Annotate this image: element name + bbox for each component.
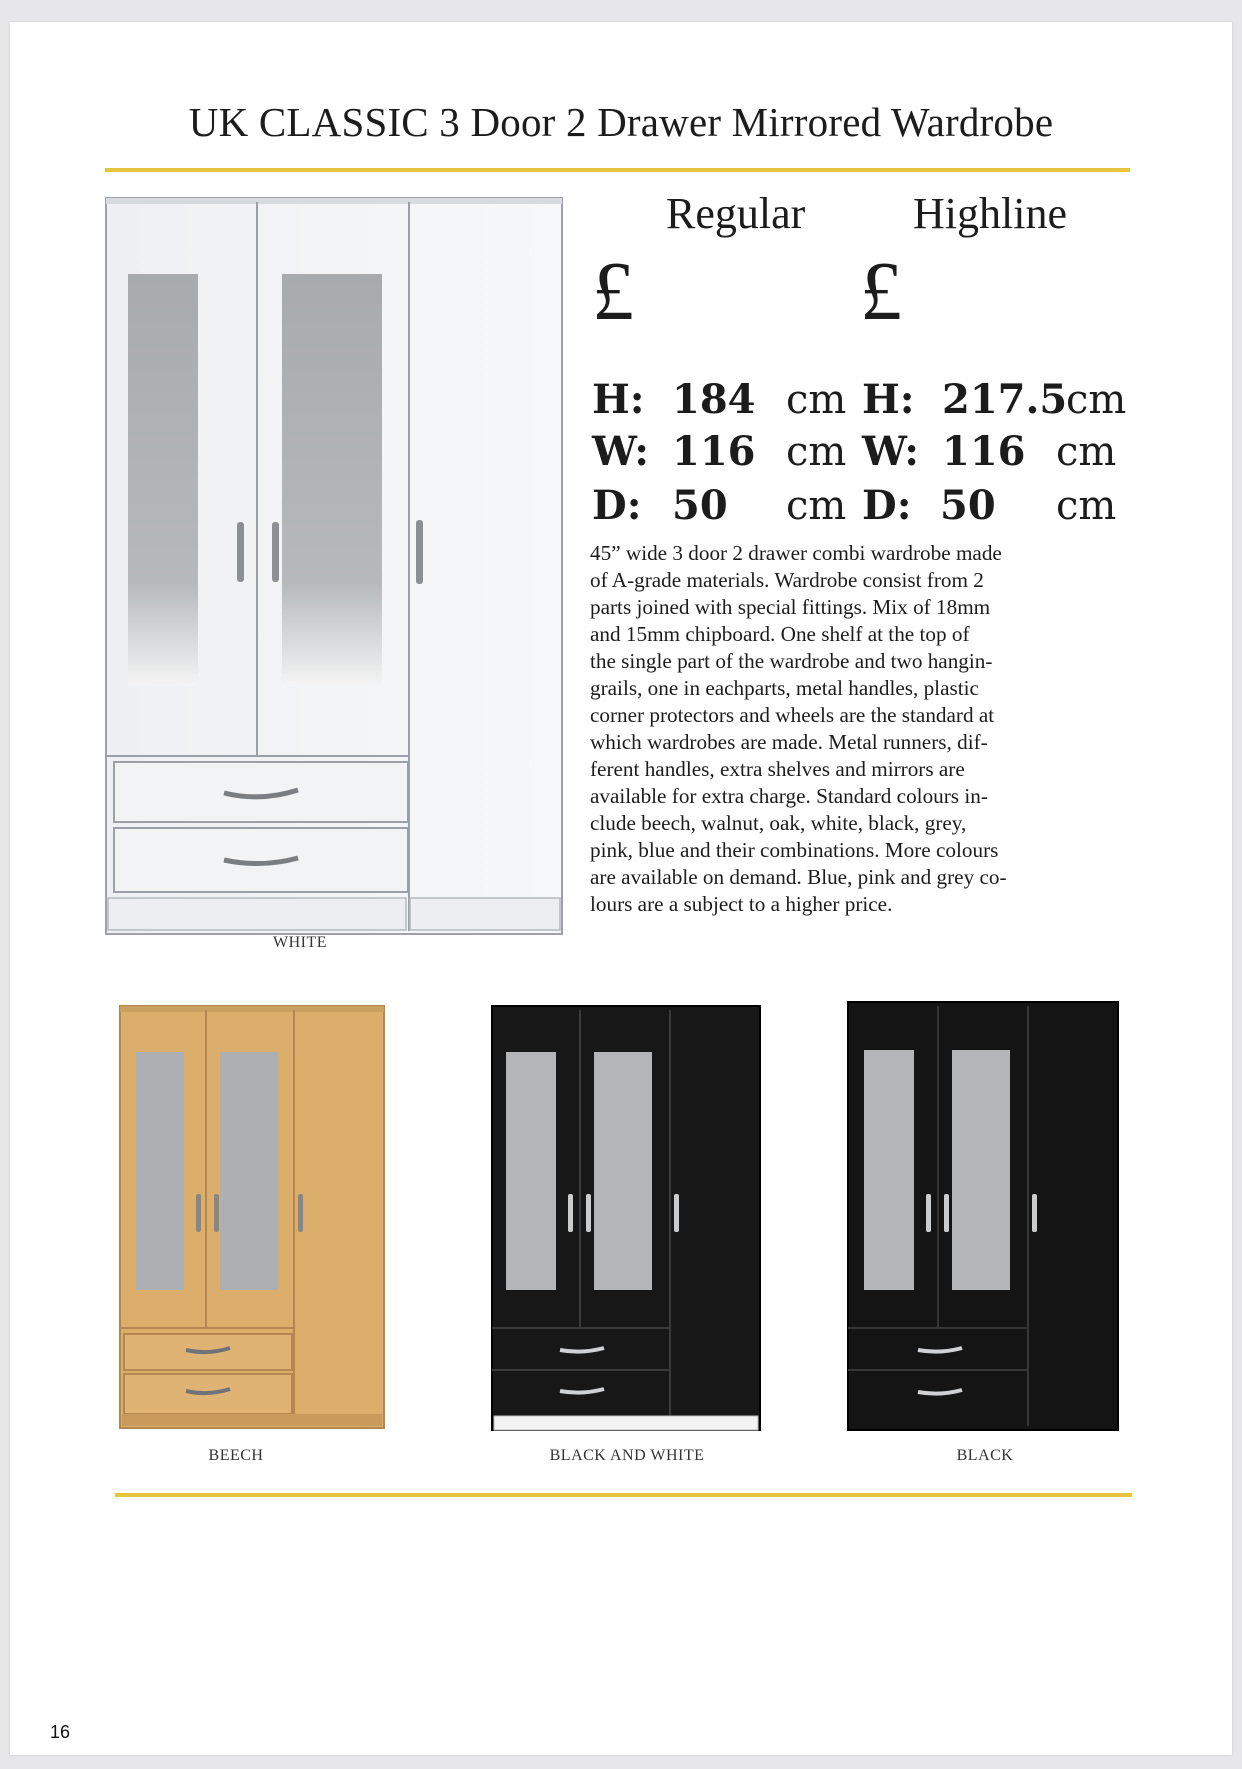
regular-width-unit: cm — [786, 429, 847, 475]
black-caption: BLACK — [956, 1447, 1014, 1464]
black-and-white-caption: BLACK AND WHITE — [549, 1447, 705, 1464]
regular-heading: Regular — [666, 189, 806, 238]
description-line: clude beech, walnut, oak, white, black, grey, — [590, 811, 967, 835]
regular-depth-label: D: — [592, 482, 642, 529]
regular-height-label: H: — [592, 376, 645, 423]
top-divider — [105, 168, 1130, 172]
description-line: are available on demand. Blue, pink and grey co- — [590, 865, 1007, 889]
regular-depth-unit: cm — [786, 483, 847, 529]
highline-width-label: W: — [862, 428, 919, 475]
highline-width-value: 116 — [942, 428, 1026, 475]
description-line: pink, blue and their combinations. More colours — [590, 838, 999, 862]
description-line: lours are a subject to a higher price. — [590, 892, 893, 916]
description-line: the single part of the wardrobe and two hangin- — [590, 649, 993, 673]
regular-width-value: 116 — [672, 428, 756, 475]
white-wardrobe-image — [104, 196, 566, 936]
beech-caption: BEECH — [208, 1447, 264, 1464]
highline-height-label: H: — [862, 376, 915, 423]
highline-price-symbol: £ — [860, 245, 902, 338]
description-line: which wardrobes are made. Metal runners, dif- — [590, 730, 988, 754]
description-line: parts joined with special fittings. Mix of 18mm — [590, 595, 991, 619]
highline-depth-value: 50 — [940, 482, 996, 529]
highline-height-unit: cm — [1066, 377, 1127, 423]
bottom-divider — [115, 1493, 1132, 1497]
description-line: ferent handles, extra shelves and mirrors are — [590, 757, 965, 781]
description-line: of A-grade materials. Wardrobe consist from 2 — [590, 568, 984, 592]
description-line: available for extra charge. Standard colours in- — [590, 784, 988, 808]
description-line: corner protectors and wheels are the standard at — [590, 703, 995, 727]
black-and-white-wardrobe-image — [490, 1004, 762, 1432]
product-description — [590, 540, 1120, 918]
highline-heading: Highline — [913, 189, 1067, 238]
white-caption: WHITE — [272, 934, 328, 951]
regular-width-label: W: — [592, 428, 649, 475]
highline-height-value: 217.5 — [942, 376, 1068, 423]
regular-price-symbol: £ — [592, 245, 634, 338]
description-line: grails, one in eachparts, metal handles, plastic — [590, 676, 979, 700]
highline-width-unit: cm — [1056, 429, 1117, 475]
page-title: UK CLASSIC 3 Door 2 Drawer Mirrored Wardrobe — [188, 99, 1054, 145]
regular-depth-value: 50 — [672, 482, 728, 529]
regular-height-value: 184 — [672, 376, 756, 423]
highline-depth-label: D: — [862, 482, 912, 529]
regular-height-unit: cm — [786, 377, 847, 423]
description-line: 45” wide 3 door 2 drawer combi wardrobe made — [590, 541, 1002, 565]
page-number: 16 — [50, 1722, 71, 1742]
description-line: and 15mm chipboard. One shelf at the top of — [590, 622, 970, 646]
beech-wardrobe-image — [118, 1004, 386, 1430]
highline-depth-unit: cm — [1056, 483, 1117, 529]
black-wardrobe-image — [846, 1000, 1120, 1432]
